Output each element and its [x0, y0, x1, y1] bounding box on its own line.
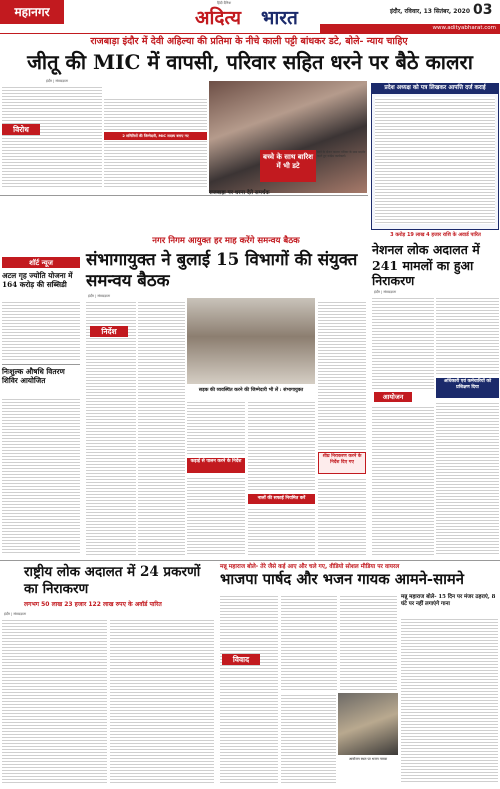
main-body-col5 [318, 300, 366, 450]
right-box-header [372, 84, 498, 94]
bottom-right-body [401, 617, 498, 784]
main-sub2 [248, 494, 315, 504]
bottom-left-col2 [110, 618, 214, 784]
bottom-mid-kicker: मन्नू महाराज बोले- तेरे जैसे कई आए और चले गए, वीडियो सोशल मीडिया पर वायरल [220, 564, 400, 570]
national-box-text: अधिकारी एवं कर्मचारियों को प्रशिक्षण दिया [443, 379, 492, 390]
page-number: 03 [473, 2, 493, 18]
short-news-label-text: शॉर्ट न्यूज [29, 258, 53, 267]
bottom-mid-label [222, 654, 260, 665]
right-box-title: प्रदेश अध्यक्ष को पत्र लिखकर आपत्ति दर्ज कराई [384, 85, 486, 91]
protest-label-text: विरोध [13, 125, 29, 134]
bottom-mid-col2b [281, 693, 336, 784]
bottom-left-subhead: लगभग 50 लाख 23 हजार 122 लाख रुपए के अवॉर्ड पारित [24, 601, 162, 608]
bottom-mid-col1 [220, 594, 278, 784]
bottom-mid-photo-caption: आयोजन स्थल पर भजन गायक [348, 757, 388, 761]
logo-suffix: भारत [261, 7, 298, 29]
national-kicker: 3 करोड़ 19 लाख 4 हजार राशि के अवार्ड पारित [390, 232, 481, 238]
lead-byline: इंदौर | संवाददाता [46, 79, 69, 83]
main-body-col2 [138, 300, 185, 556]
national-body-col1b [372, 405, 434, 556]
protest-label [2, 124, 40, 135]
main-byline: इंदौर | संवाददाता [88, 294, 111, 298]
bottom-mid-col2 [281, 594, 337, 690]
lead-photo-caption: धरने के दौरान कालरा परिवार के साथ प्रदर्शन करते हुए कांग्रेस कार्यकर्ता। [317, 150, 366, 159]
bottom-left-headline: राष्ट्रीय लोक अदालत में 24 प्रकरणों का निराकरण [24, 564, 201, 597]
logo-tagline: हिंदी दैनिक [217, 1, 232, 5]
main-label [90, 326, 128, 337]
main-body-col5b [318, 477, 366, 556]
mic-strip-text: 2 समितियों की जिम्मेदारी, MIC सदस्य बनाए गए [122, 134, 189, 138]
brief1-title: अटल गृह ज्योति योजना में 164 करोड़ की सब्सिडी [2, 271, 73, 289]
section-label-text: महानगर [14, 5, 50, 19]
national-label [374, 392, 412, 402]
main-body-col4 [248, 400, 315, 492]
main-sub3 [318, 452, 366, 474]
main-body-col3 [187, 400, 245, 456]
main-sub2-text: नालों की सफाई नियमित करें [257, 496, 306, 501]
website-link[interactable]: www.adityabharat.com [432, 25, 496, 31]
lead-headline: जीतू की MIC में वापसी, परिवार सहित धरने पर बैठे कालरा [27, 50, 473, 74]
bottom-left-col1 [2, 618, 107, 784]
mic-strip [104, 132, 207, 140]
national-body-col2b [436, 401, 499, 556]
lead-body-col2 [104, 97, 207, 187]
national-headline: नेशनल लोक अदालत में 241 मामलों का हुआ निराकरण [372, 242, 480, 288]
bottom-mid-headline: भाजपा पार्षद और भजन गायक आमने-सामने [220, 571, 464, 588]
main-sub1-text: कड़ाई से पालन करने के निर्देश [190, 459, 242, 464]
main-sub1 [187, 458, 245, 473]
main-label-text: निर्देश [101, 327, 117, 336]
national-box [436, 378, 499, 398]
right-box [371, 83, 499, 230]
lead-photo-overlay-text: बच्चे के साथ बारिश में भी डटे [262, 152, 314, 170]
bottom-mid-col3 [340, 594, 397, 690]
main-photo [187, 298, 315, 384]
main-body-col3b [187, 476, 245, 556]
main-body-col4b [248, 507, 315, 556]
bottom-left-byline: इंदौर | संवाददाता [4, 612, 27, 616]
website-bar [320, 24, 500, 33]
lead-kicker: राजबाड़ा इंदौर में देवी अहिल्या की प्रतिमा के नीचे काली पट्टी बांधकर डटे, बोले- न्याय चाहिए [90, 36, 408, 47]
national-body-col1 [372, 296, 434, 390]
section-label [0, 0, 64, 24]
logo-prefix: अदित्य [195, 7, 242, 29]
bottom-right-title: मन्नू महाराज बोले- 15 दिन पर मंजर ठहराएं, 8 घंटे पर नहीं लगाएंगे गाना [401, 594, 496, 607]
brief1-body [2, 300, 80, 362]
lead-subhead: राजबाड़ा पर धरना देते समर्थक [209, 190, 270, 196]
right-box-body [375, 97, 495, 224]
main-sub3-text: शीघ्र निराकरण करने के निर्देश दिए गए [322, 454, 362, 465]
main-body-col1 [86, 300, 136, 556]
short-news-label [2, 257, 80, 268]
main-photo-caption: सड़क की व्यवस्थित करने की जिम्मेदारी भी लें : संभागायुक्त [198, 387, 304, 393]
brief2-title: निःशुल्क औषधि वितरण शिविर आयोजित [2, 367, 65, 385]
lead-body-col1 [2, 85, 102, 187]
main-kicker: नगर निगम आयुक्त हर माह करेंगे समन्वय बैठक [152, 236, 300, 246]
national-body-col2 [436, 296, 499, 376]
header-rule [0, 33, 500, 34]
national-byline: इंदौर | संवाददाता [374, 290, 397, 294]
bottom-mid-photo [338, 693, 398, 755]
brief2-body [2, 397, 80, 553]
bottom-mid-label-text: विवाद [232, 655, 250, 664]
lead-photo-overlay [260, 150, 316, 182]
issue-date: इंदौर, रविवार, 13 सितंबर, 2020 [390, 8, 470, 15]
national-label-text: आयोजन [382, 393, 404, 401]
main-headline: संभागायुक्त ने बुलाई 15 विभागों की संयुक्त समन्वय बैठक [86, 249, 358, 290]
